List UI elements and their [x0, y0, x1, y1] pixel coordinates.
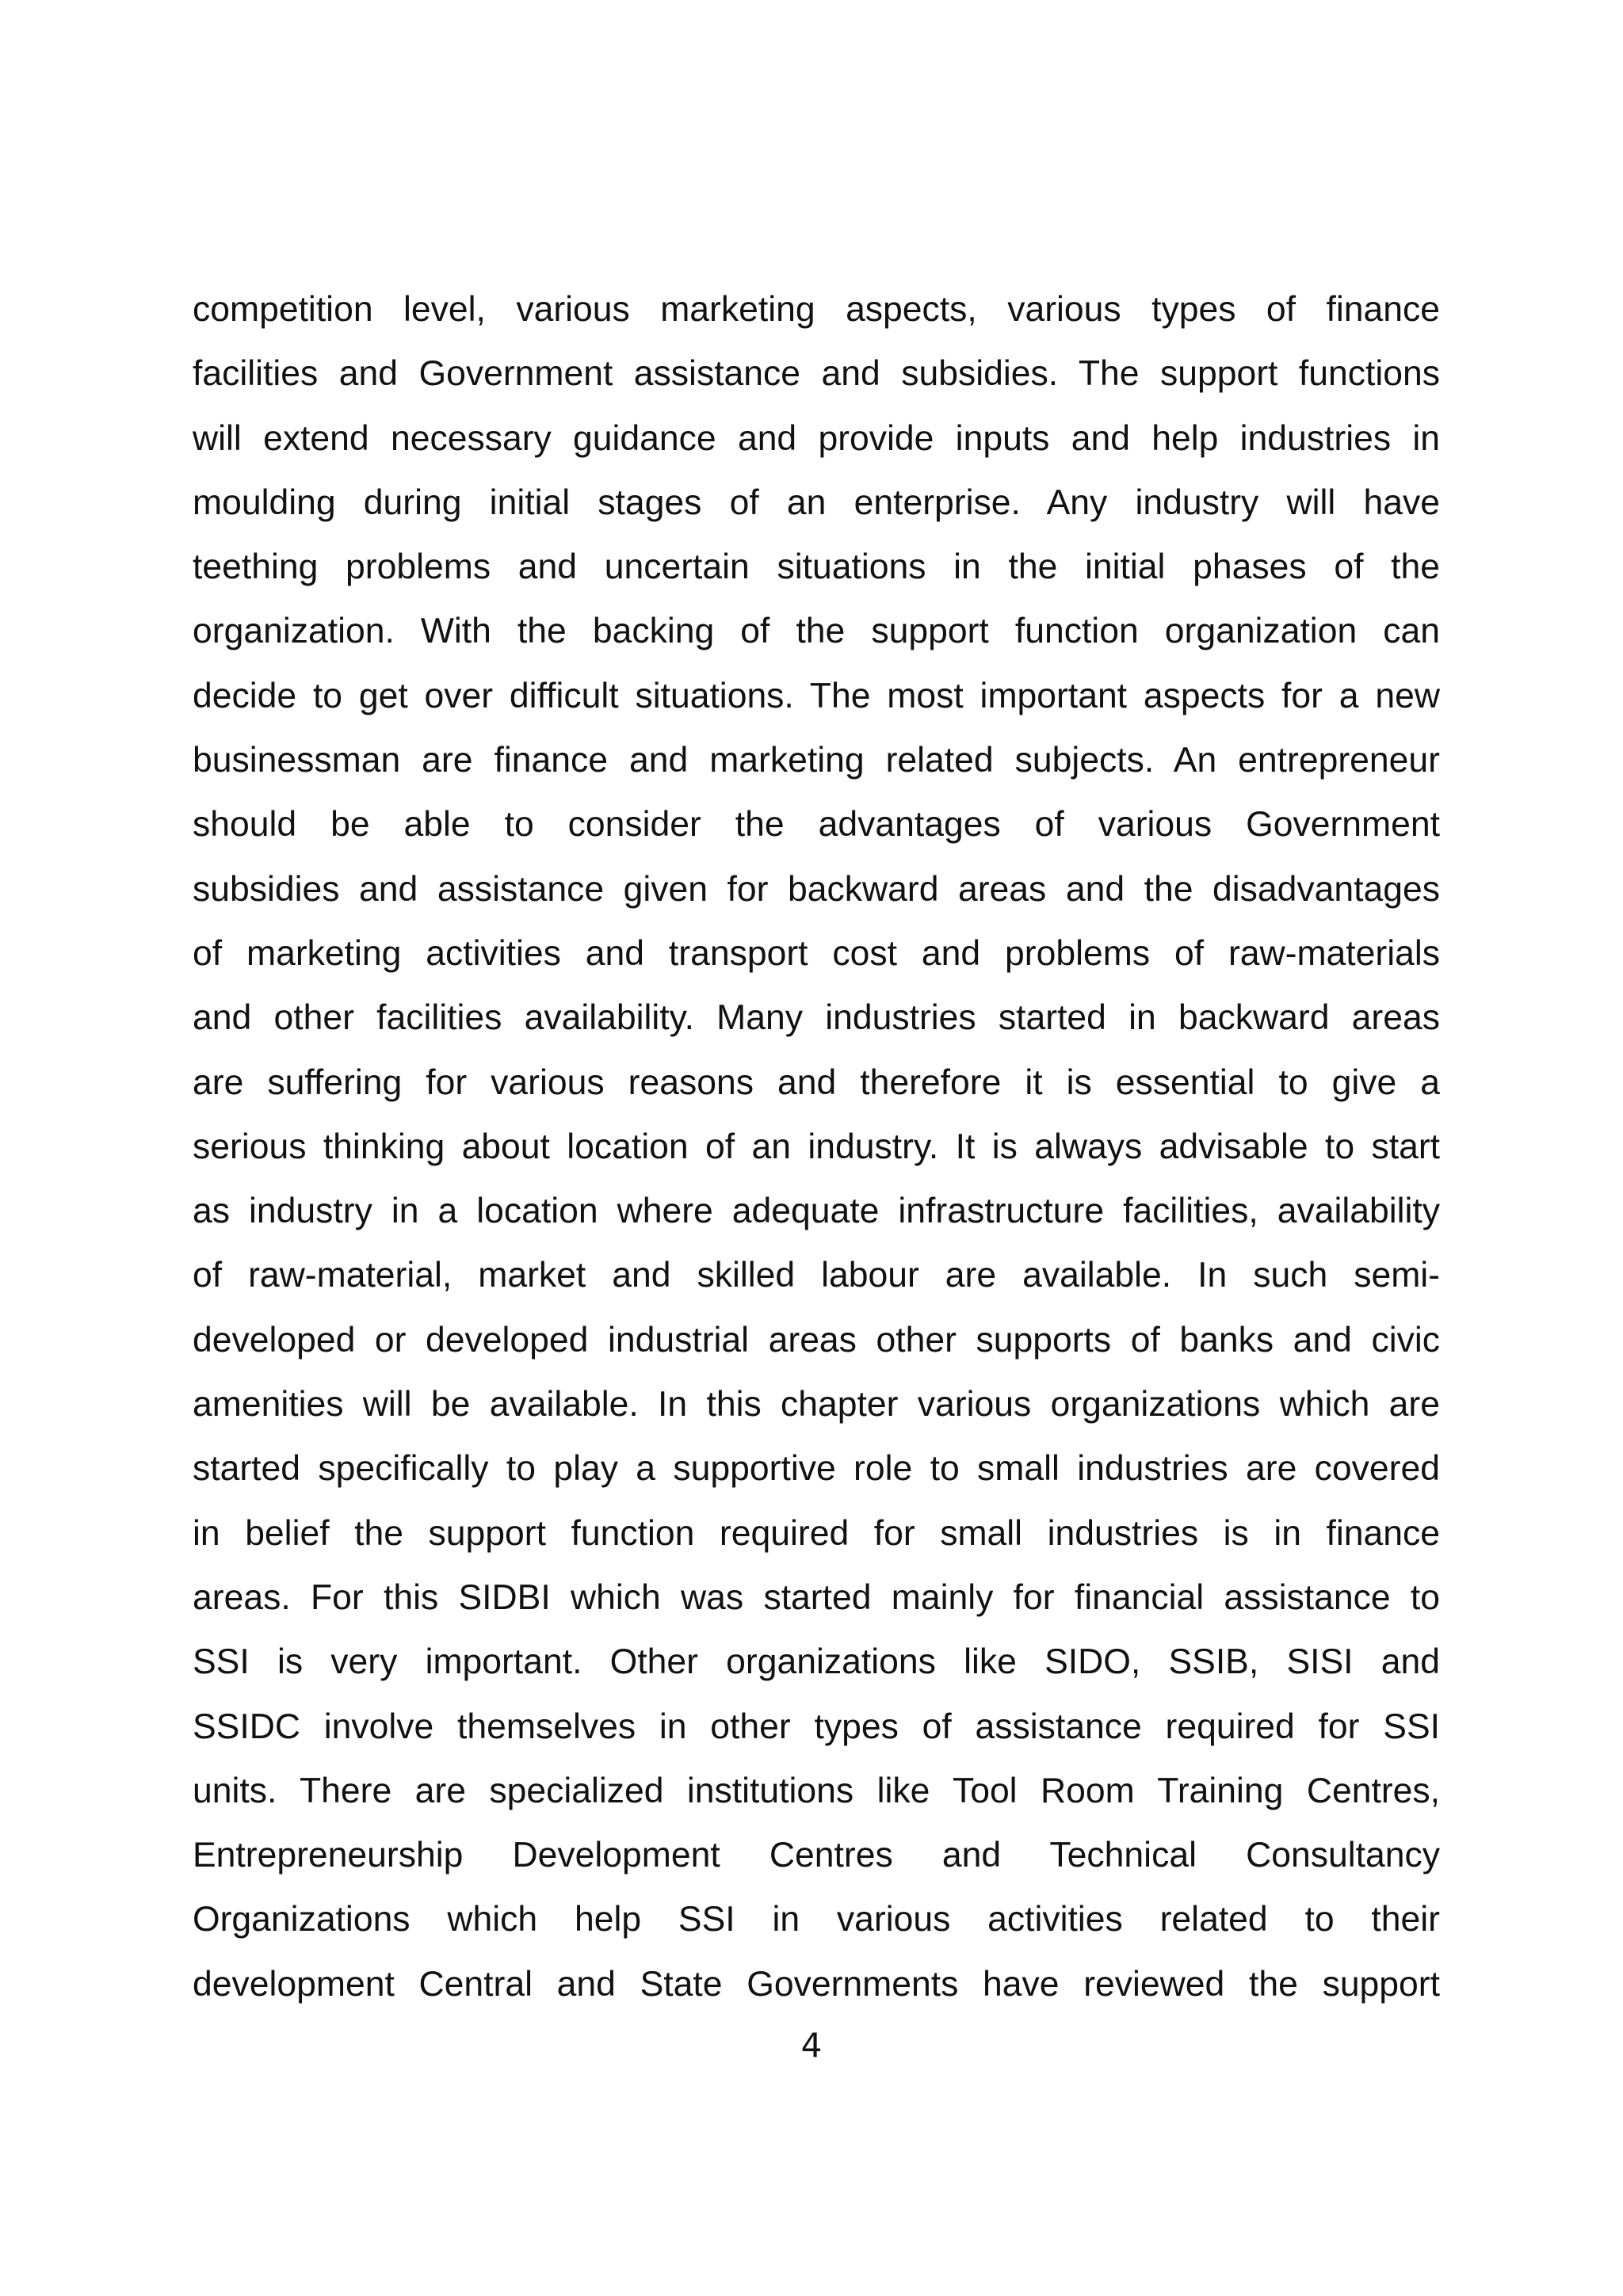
body-paragraph [193, 277, 1440, 2016]
page-number: 4 [800, 2026, 823, 2065]
text-line: SSIDC involve themselves in other types of assistance required for SSI [193, 1707, 1440, 1746]
text-line: serious thinking about location of an industry. It is always advisable to start [193, 1127, 1440, 1166]
text-line: teething problems and uncertain situations in the initial phases of the [193, 547, 1440, 587]
text-line: businessman are finance and marketing related subjects. An entrepreneur [193, 741, 1440, 780]
text-line: competition level, various marketing aspects, various types of finance [193, 290, 1440, 329]
text-line: Organizations which help SSI in various activities related to their [193, 1900, 1440, 1939]
text-line: should be able to consider the advantages of various Government [193, 805, 1440, 845]
text-line: as industry in a location where adequate infrastructure facilities, availability [193, 1192, 1440, 1231]
text-line: decide to get over difficult situations. The most important aspects for a new [193, 676, 1440, 715]
text-line: areas. For this SIDBI which was started mainly for financial assistance to [193, 1577, 1440, 1617]
text-line: started specifically to play a supportive role to small industries are covered [193, 1449, 1440, 1489]
text-line: developed or developed industrial areas other supports of banks and civic [193, 1320, 1440, 1360]
text-line: and other facilities availability. Many industries started in backward areas [193, 998, 1440, 1038]
text-line: amenities will be available. In this chapter various organizations which are [193, 1385, 1440, 1425]
text-line: facilities and Government assistance and subsidies. The support functions [193, 354, 1440, 394]
text-line: SSI is very important. Other organizations like SIDO, SSIB, SISI and [193, 1642, 1440, 1682]
text-line: organization. With the backing of the support function organization can [193, 612, 1440, 651]
text-line: of raw-material, market and skilled labour are available. In such semi- [193, 1256, 1440, 1295]
text-line: of marketing activities and transport cost and problems of raw-materials [193, 933, 1440, 973]
text-line: Entrepreneurship Development Centres and Technical Consultancy [193, 1836, 1440, 1875]
text-line: development Central and State Governments have reviewed the support [193, 1964, 1440, 2004]
text-line: are suffering for various reasons and therefore it is essential to give a [193, 1062, 1440, 1102]
text-line: units. There are specialized institutions like Tool Room Training Centres, [193, 1771, 1440, 1810]
text-line: subsidies and assistance given for backward areas and the disadvantages [193, 869, 1440, 909]
text-line: in belief the support function required for small industries is in finance [193, 1513, 1440, 1553]
text-line: moulding during initial stages of an enterprise. Any industry will have [193, 482, 1440, 522]
text-line: will extend necessary guidance and provide inputs and help industries in [193, 418, 1440, 458]
